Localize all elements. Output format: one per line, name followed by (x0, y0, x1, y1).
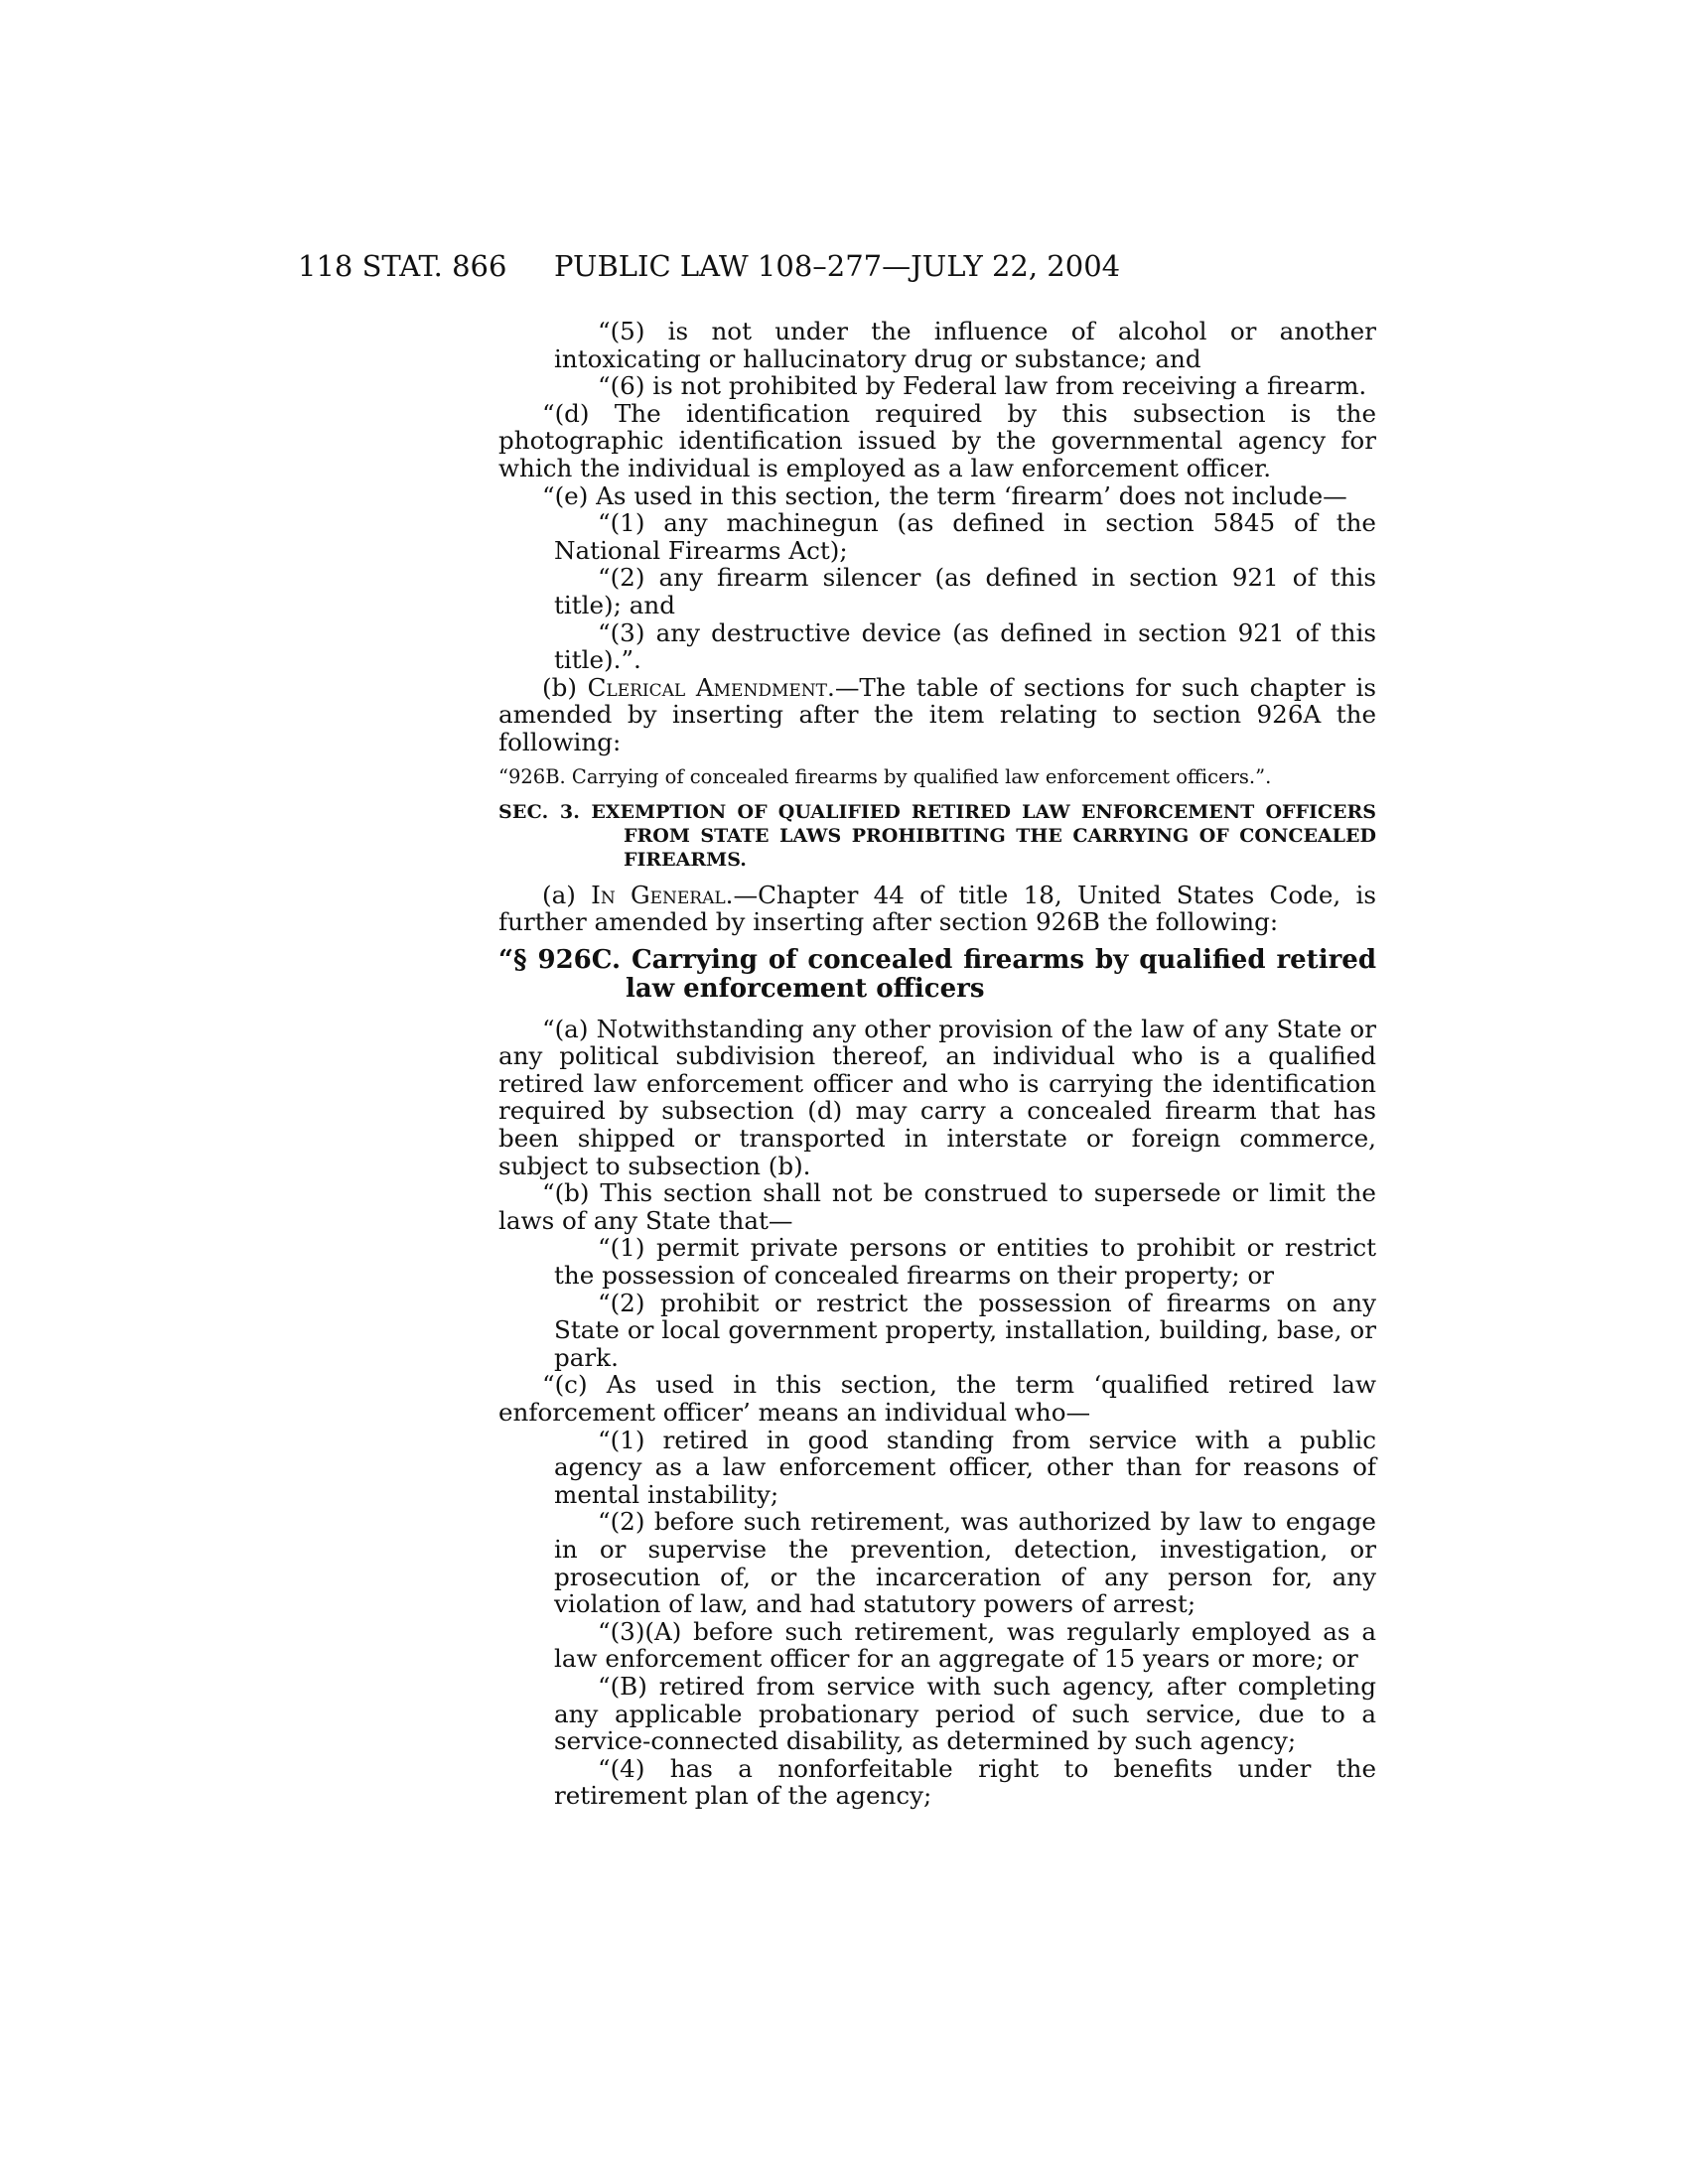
paragraph-c6: “(6) is not prohibited by Federal law from receiving a firearm. (598, 371, 1367, 401)
paragraph-e: “(e) As used in this section, the term ‘firearm’ does not include— (542, 480, 1347, 510)
paragraph-926c-b1: “(1) permit private persons or entities to prohibit or restrict the possession of concealed firearms on their property; or (554, 1233, 1376, 1291)
paragraph-926c-c3a: “(3)(A) before such retirement, was regularly employed as a law enforcement officer for an aggregate of 15 years or more; or (554, 1616, 1376, 1674)
paragraph-926c-c2: “(2) before such retirement, was authorized by law to engage in or supervise the prevention, detection, investigation, or prosecution of, or the incarceration of any person for, any violation of law, and had statutory powers of arrest; (554, 1507, 1376, 1619)
stat-page-number: 118 STAT. 866 (298, 249, 507, 283)
toc-item: “926B. Carrying of concealed firearms by qualified law enforcement officers.”. (498, 764, 1272, 788)
paragraph-926c-b2: “(2) prohibit or restrict the possession of firearms on any State or local government property, installation, building, base, or park. (554, 1288, 1376, 1372)
section-3-title: EXEMPTION OF QUALIFIED RETIRED LAW ENFORCEMENT OFFICERS FROM STATE LAWS PROHIBITING THE CARRYING OF CONCEALED FIREARMS. (591, 800, 1376, 871)
section-926c-heading: “§ 926C. Carrying of concealed firearms by qualified retired law enforcement officers (498, 944, 1376, 1004)
document-body (498, 318, 1376, 1810)
paragraph-a-general (498, 882, 1376, 936)
paragraph-e1: “(1) any machinegun (as defined in section 5845 of the National Firearms Act); (554, 508, 1376, 565)
paragraph-926c-a: “(a) Notwithstanding any other provision of the law of any State or any political subdivision thereof, an individual who is a qualified retired law enforcement officer and who is carrying the identification required by subsection (d) may carry a concealed firearm that has been shipped or transported in interstate or foreign commerce, subject to subsection (b). (498, 1014, 1376, 1180)
paragraph-e3: “(3) any destructive device (as defined in section 921 of this title).”. (554, 617, 1376, 675)
paragraph-926c-c1: “(1) retired in good standing from service with a public agency as a law enforcement officer, other than for reasons of mental instability; (554, 1425, 1376, 1509)
b-prefix: (b) (542, 672, 588, 702)
section-3-label: SEC. 3. (498, 800, 581, 823)
paragraph-b-clerical (498, 674, 1376, 756)
paragraph-d: “(d) The identification required by this subsection is the photographic identification issued by the governmental agency for which the individual is employed as a law enforcement officer. (498, 398, 1376, 482)
paragraph-c5: “(5) is not under the influence of alcohol or another intoxicating or hallucinatory drug or substance; and (554, 317, 1376, 373)
page-header (298, 248, 1370, 288)
paragraph-926c-c3b: “(B) retired from service with such agency, after completing any applicable probationary period of such service, due to a service-connected disability, as determined by such agency; (554, 1671, 1376, 1756)
section-3-heading (498, 800, 1376, 872)
b-text: .—The table of sections for such chapter is amended by inserting after the item relating to section 926A the following: (498, 672, 1376, 756)
paragraph-e2: “(2) any firearm silencer (as defined in section 921 of this title); and (554, 563, 1376, 619)
running-head: PUBLIC LAW 108–277—JULY 22, 2004 (554, 249, 1121, 283)
a-heading: In General (591, 880, 726, 909)
paragraph-926c-c4: “(4) has a nonforfeitable right to benefits under the retirement plan of the agency; (554, 1753, 1376, 1811)
b-heading: Clerical Amendment (587, 672, 828, 702)
paragraph-926c-c: “(c) As used in this section, the term ‘qualified retired law enforcement officer’ means an individual who— (498, 1370, 1376, 1427)
a-prefix: (a) (542, 880, 592, 909)
a-text: .—Chapter 44 of title 18, United States Code, is further amended by inserting after section 926B the following: (498, 880, 1376, 937)
paragraph-926c-b: “(b) This section shall not be construed to supersede or limit the laws of any State that— (498, 1178, 1376, 1235)
